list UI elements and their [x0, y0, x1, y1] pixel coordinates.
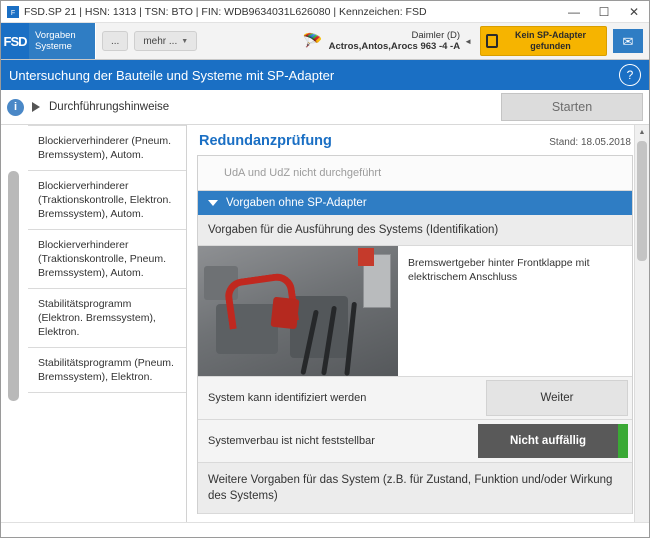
- detail-header: [187, 125, 649, 155]
- logo-text: FSD: [3, 33, 27, 49]
- more-button[interactable]: [134, 31, 197, 51]
- left-scroll-thumb[interactable]: [8, 171, 19, 401]
- image-caption: Bremswertgeber hinter Frontklappe mit elektrischem Anschluss: [408, 257, 590, 283]
- subsection-identifikation: Vorgaben für die Ausführung des Systems (Identifikation): [198, 215, 632, 246]
- window-controls: [559, 1, 649, 23]
- nicht-auffaellig-button[interactable]: [478, 424, 618, 458]
- vehicle-text: [329, 30, 460, 52]
- not-performed-note: UdA und UdZ nicht durchgeführt: [198, 156, 632, 191]
- title-bar-text: FSD.SP 21 | HSN: 1313 | TSN: BTO | FIN: WDB9634031L626080 | Kennzeichen: FSD: [24, 5, 427, 18]
- vehicle-info-block: [303, 23, 649, 59]
- app-icon: [7, 6, 19, 18]
- svg-text:F: F: [10, 9, 16, 17]
- action-label: System kann identifiziert werden: [208, 392, 367, 404]
- vehicle-manufacturer: Daimler (D): [411, 30, 461, 41]
- content-area: [1, 125, 649, 538]
- tab-line2: Systeme: [35, 41, 72, 52]
- section-header-vorgaben-ohne-sp-adapter[interactable]: [198, 191, 632, 215]
- photo-red-block: [271, 297, 300, 330]
- weiter-button[interactable]: Weiter: [486, 380, 628, 416]
- list-item[interactable]: Blockierverhinderer (Pneum. Bremssystem), Autom.: [28, 125, 186, 171]
- detail-scroll-thumb[interactable]: [637, 141, 647, 261]
- list-item[interactable]: Blockierverhinderer (Traktionskontrolle, Elektron. Bremssystem), Autom.: [28, 171, 186, 230]
- status-bar: [1, 522, 649, 537]
- action-row-nicht-feststellbar: [198, 420, 632, 463]
- image-row: [198, 246, 632, 377]
- detail-box: [197, 155, 633, 514]
- nicht-auffaellig-label: Nicht auffällig: [509, 435, 587, 447]
- chevron-down-icon: ▼: [181, 37, 189, 45]
- nav-divider: [95, 23, 96, 59]
- action-label: Systemverbau ist nicht feststellbar: [208, 435, 375, 447]
- vehicle-model: Actros,Antos,Arocs 963 -4 -A: [328, 41, 461, 52]
- status-green-indicator: [618, 424, 628, 458]
- vehicle-prev-arrow-icon[interactable]: ◄: [464, 36, 472, 46]
- scroll-up-icon[interactable]: ▲: [638, 128, 646, 136]
- detail-title: Redundanzprüfung: [199, 133, 332, 149]
- detail-date: Stand: 18.05.2018: [549, 137, 631, 148]
- detail-scrollbar[interactable]: [634, 125, 649, 538]
- mail-button[interactable]: [613, 29, 643, 53]
- detail-pane: [186, 125, 649, 538]
- sp-adapter-status-badge: [480, 26, 607, 56]
- action-row-identifiziert: [198, 377, 632, 420]
- truck-icon: 🪂: [302, 33, 323, 50]
- fsd-logo: [1, 23, 29, 59]
- close-button[interactable]: ✕: [628, 4, 640, 19]
- list-item[interactable]: Stabilitätsprogramm (Pneum. Bremssystem), Elektron.: [28, 348, 186, 393]
- plug-icon: [486, 34, 498, 48]
- execution-notes-label: Durchführungshinweise: [49, 101, 170, 113]
- minimize-button[interactable]: —: [568, 4, 580, 19]
- app-header: [1, 23, 649, 60]
- maximize-button[interactable]: ☐: [598, 4, 610, 19]
- mail-icon: ✉: [622, 33, 634, 49]
- start-button[interactable]: Starten: [501, 93, 643, 121]
- sub-toolbar: [1, 90, 649, 125]
- chevron-down-icon: [208, 200, 218, 206]
- title-bar: [1, 1, 649, 23]
- page-title: Untersuchung der Bauteile und Systeme mit SP-Adapter: [9, 67, 335, 83]
- section-header-label: Vorgaben ohne SP-Adapter: [226, 197, 367, 209]
- sp-badge-line1: Kein SP-Adapter: [514, 30, 586, 40]
- component-photo: [198, 246, 398, 376]
- info-icon: i: [7, 99, 24, 116]
- tab-vorgaben-systeme[interactable]: [29, 23, 95, 59]
- play-icon[interactable]: [32, 102, 40, 112]
- overflow-dots-button[interactable]: [102, 31, 128, 51]
- list-item[interactable]: Stabilitätsprogramm (Elektron. Bremssystem), Elektron.: [28, 289, 186, 348]
- further-requirements-row: Weitere Vorgaben für das System (z.B. für Zustand, Funktion und/oder Wirkung des Systems): [198, 463, 632, 514]
- photo-red-tag: [358, 248, 374, 266]
- system-list: [28, 125, 186, 538]
- left-scroll-rail[interactable]: [1, 125, 28, 538]
- more-button-label: mehr ...: [143, 35, 178, 47]
- tab-line1: Vorgaben: [35, 30, 76, 41]
- list-item[interactable]: Blockierverhinderer (Traktionskontrolle, Pneum. Bremssystem), Autom.: [28, 230, 186, 289]
- overflow-dots-label: ...: [111, 35, 120, 47]
- page-title-bar: [1, 60, 649, 90]
- sp-badge-line2: gefunden: [530, 41, 571, 51]
- help-icon[interactable]: ?: [619, 64, 641, 86]
